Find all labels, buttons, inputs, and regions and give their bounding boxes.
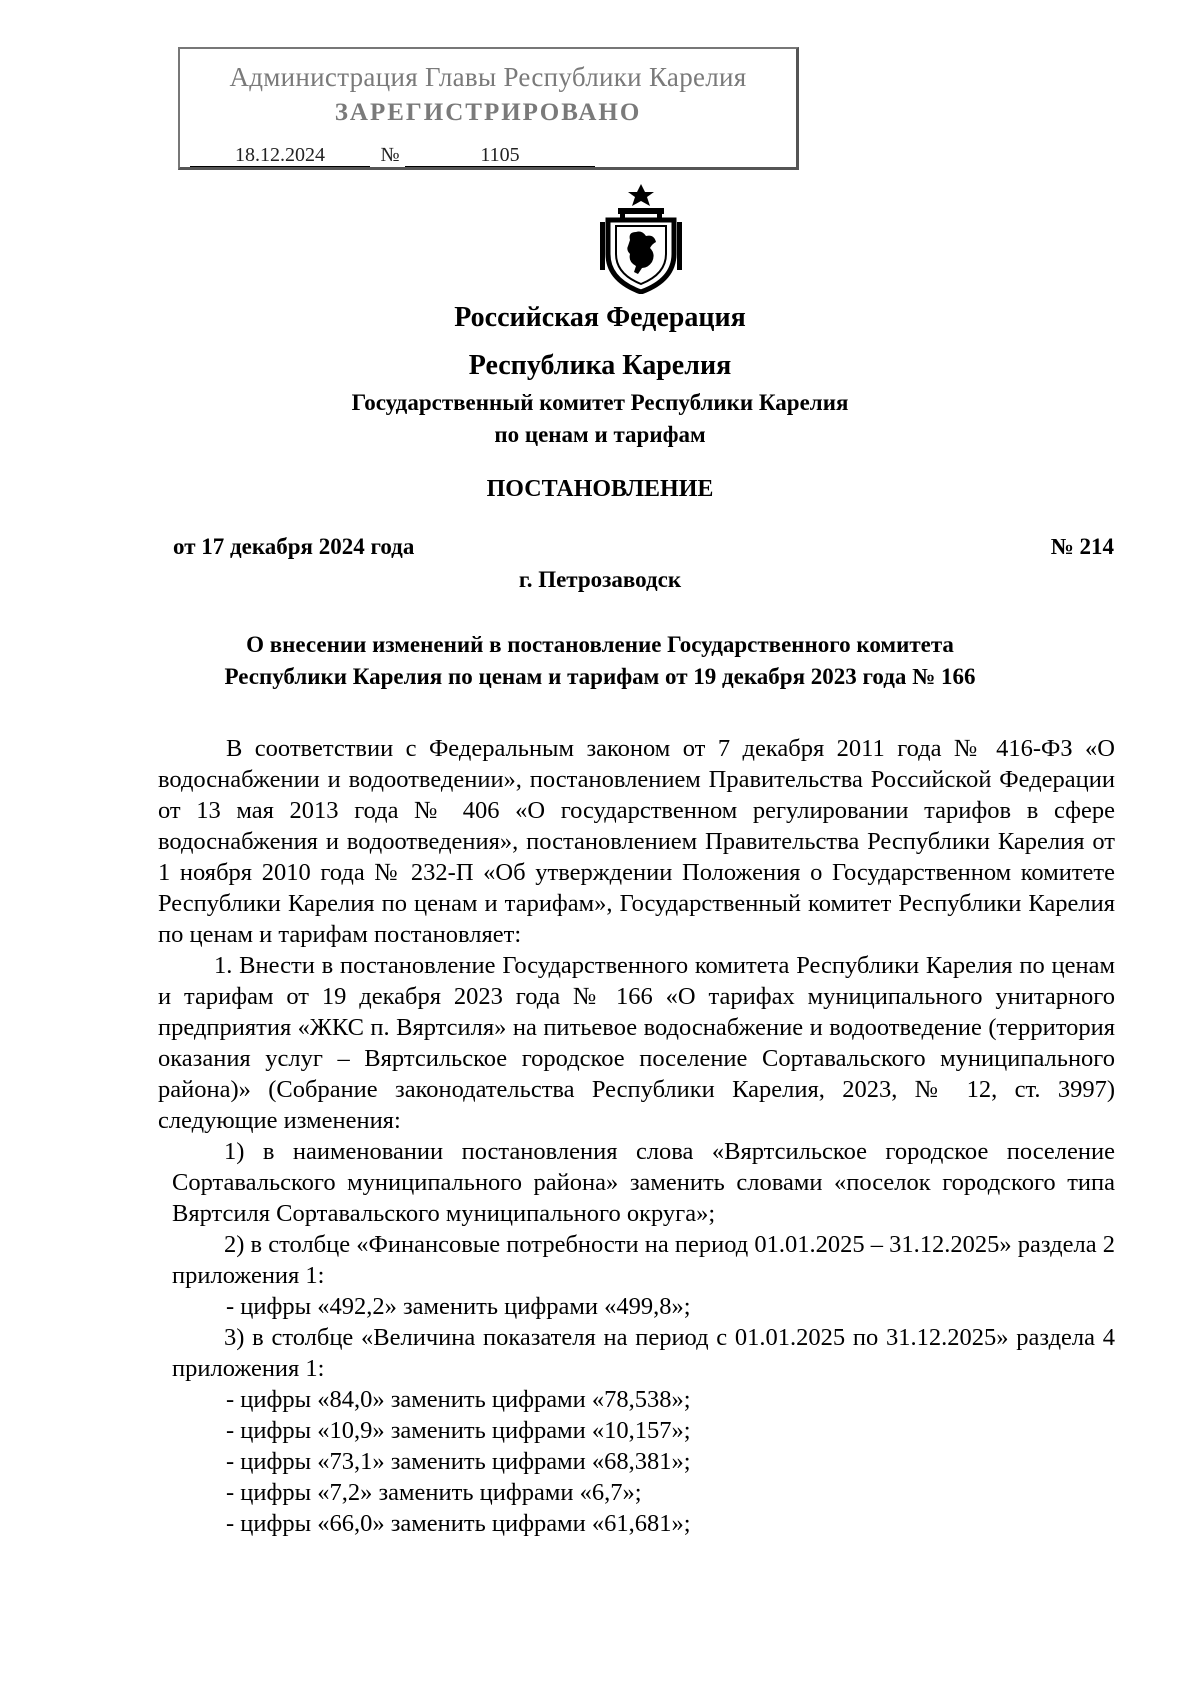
document-city: г. Петрозаводск [518,567,682,592]
stamp-number-sign: № [380,144,400,166]
subitem-3-dash-1: - цифры «84,0» заменить цифрами «78,538»; [226,1386,691,1413]
karelia-coat-of-arms-icon [598,182,684,294]
stamp-status: ЗАРЕГИСТРИРОВАНО [334,99,642,126]
document-body [158,733,1115,1539]
stamp-number: 1105 [405,144,595,167]
preamble-paragraph: В соответствии с Федеральным законом от 7 декабря 2011 года № 416-ФЗ «О водоснабжении и водоотведении», постановлением Правительства Российской Федерации от 13 мая 2013 года № 406 «О государственном регулировании тарифов в сфере водоснабжения и водоотведения», постановлением Правительства Республики Карелия от 1 ноября 2010 года № 232-П «Об утверждении Положения о Государственном комитете Республики Карелия по ценам и тарифам», Государственный комитет Республики Карелия по ценам и тарифам постановляет: [158,735,1115,948]
document-title-line2: Республики Карелия по ценам и тарифам от 19 декабря 2023 года № 166 [224,664,976,689]
document-date: от 17 декабря 2024 года [173,534,415,559]
subitem-3-dash-2: - цифры «10,9» заменить цифрами «10,157»; [226,1417,691,1444]
document-type: ПОСТАНОВЛЕНИЕ [486,476,714,502]
header-republic: Республика Карелия [468,350,732,381]
header-federation: Российская Федерация [454,302,746,333]
header-committee-line2: по ценам и тарифам [494,422,706,447]
subitem-3-paragraph: 3) в столбце «Величина показателя на период с 01.01.2025 по 31.12.2025» раздела 4 приложения 1: [172,1324,1115,1382]
stamp-organization: Администрация Главы Республики Карелия [229,62,747,92]
document-title-line1: О внесении изменений в постановление Государственного комитета [246,632,954,657]
stamp-date: 18.12.2024 [190,144,370,167]
subitem-3-dash-3: - цифры «73,1» заменить цифрами «68,381»; [226,1448,691,1475]
header-committee-line1: Государственный комитет Республики Карелия [351,390,849,415]
document-number: № 214 [1050,534,1114,559]
subitem-2-dash-1: - цифры «492,2» заменить цифрами «499,8»; [226,1293,691,1320]
item-1-paragraph: 1. Внести в постановление Государственного комитета Республики Карелия по ценам и тарифам от 19 декабря 2023 года № 166 «О тарифах муниципального унитарного предприятия «ЖКС п. Вяртсиля» на питьевое водоснабжение и водоотведение (территория оказания услуг – Вяртсильское городское поселение Сортавальского муниципального района)» (Собрание законодательства Республики Карелия, 2023, № 12, ст. 3997) следующие изменения: [158,952,1115,1134]
subitem-2-paragraph: 2) в столбце «Финансовые потребности на период 01.01.2025 – 31.12.2025» раздела 2 приложения 1: [172,1231,1115,1289]
subitem-1-paragraph: 1) в наименовании постановления слова «Вяртсильское городское поселение Сортавальского муниципального района» заменить словами «поселок городского типа Вяртсиля Сортавальского муниципального округа»; [172,1138,1115,1227]
subitem-3-dash-4: - цифры «7,2» заменить цифрами «6,7»; [226,1479,642,1506]
subitem-3-dash-5: - цифры «66,0» заменить цифрами «61,681»; [226,1510,691,1537]
